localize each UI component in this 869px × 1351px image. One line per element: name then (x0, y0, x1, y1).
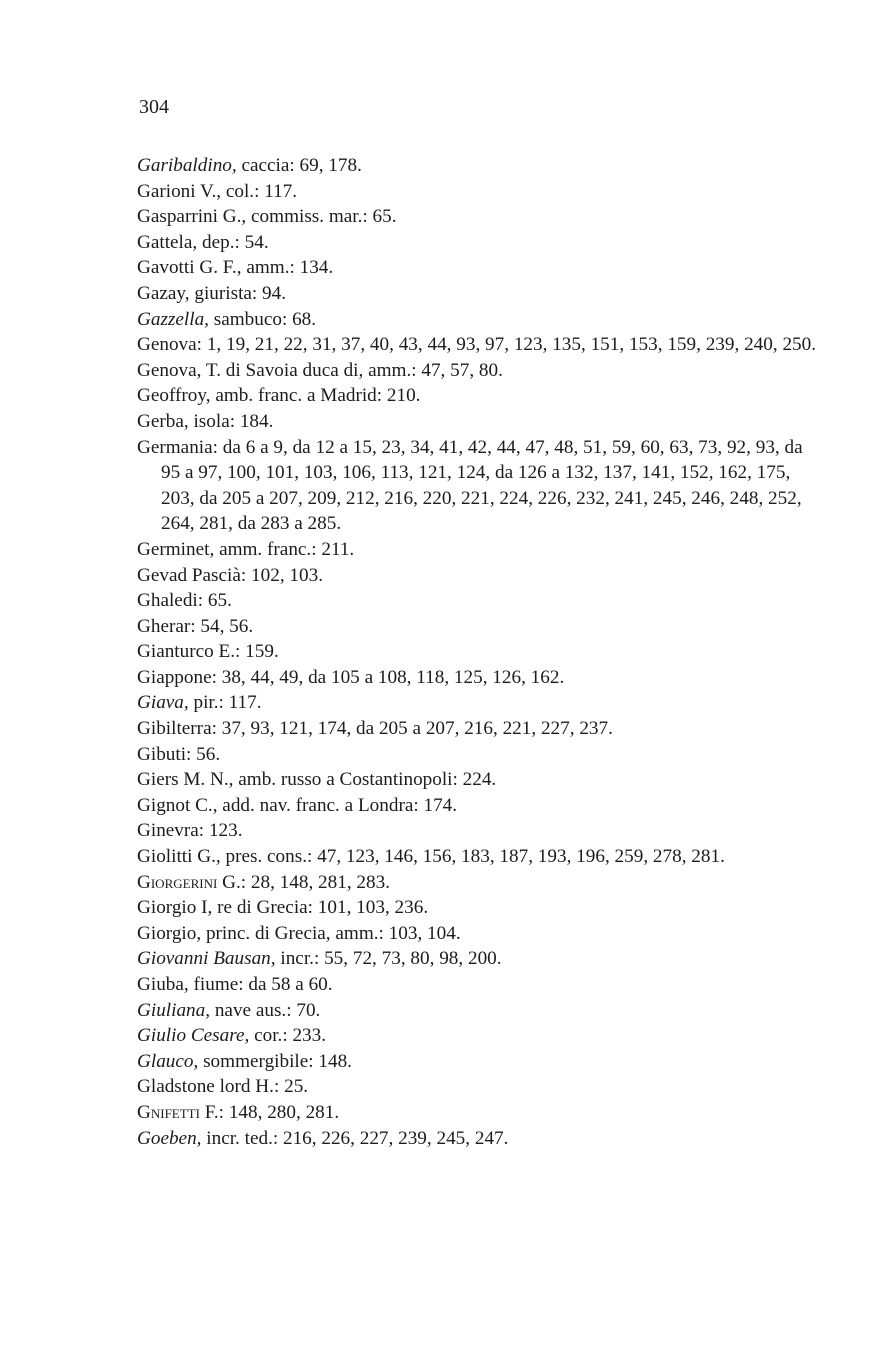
entry-heading: Glauco, (137, 1050, 199, 1072)
entry-references: 123. (204, 820, 243, 842)
entry-references: pir.: 117. (188, 692, 262, 714)
entry-heading: Giovanni Bausan, (137, 948, 276, 970)
entry-references: nave aus.: 70. (210, 999, 321, 1021)
entry-references: pres. cons.: 47, 123, 146, 156, 183, 187, 193, 196, 259, 278, 281. (220, 846, 725, 868)
entry-heading: Garibaldino, (137, 155, 237, 176)
index-entry (137, 844, 817, 870)
index-entry (137, 281, 817, 307)
entry-heading: Gignot C., (137, 794, 218, 816)
index-entry (137, 690, 817, 716)
entry-heading: Geoffroy, (137, 385, 211, 407)
entry-heading: Garioni V., (137, 180, 222, 202)
entry-references: commiss. mar.: 65. (246, 206, 397, 228)
entry-references: 159. (240, 641, 279, 663)
index-entry (137, 153, 817, 179)
entry-heading: Gnifetti F.: (137, 1101, 225, 1123)
entry-heading: Giers M. N., (137, 769, 234, 791)
entry-heading: Gherar: (137, 615, 196, 637)
index-entry (137, 818, 817, 844)
index-entry (137, 358, 817, 384)
entry-references: 28, 148, 281, 283. (246, 871, 390, 893)
entry-heading: Gerba, (137, 410, 189, 432)
index-entry (137, 1074, 817, 1100)
index-entry (137, 537, 817, 563)
entry-references: 38, 44, 49, da 105 a 108, 118, 125, 126, 162. (216, 666, 565, 688)
entry-heading: Giuba, (137, 974, 189, 995)
entry-heading: Goeben, (137, 1127, 202, 1149)
entry-references: 1, 19, 21, 22, 31, 37, 40, 43, 44, 93, 97, 123, 135, 151, 153, 159, 239, 240, 250. (202, 334, 817, 356)
entry-references: 102, 103. (246, 564, 323, 586)
index-entry (137, 767, 817, 793)
index-entry (137, 742, 817, 768)
entry-heading: Germania: (137, 436, 218, 458)
index-entry (137, 665, 817, 691)
index-entry (137, 588, 817, 614)
entry-references: add. nav. franc. a Londra: 174. (217, 794, 458, 816)
entry-references: re di Grecia: 101, 103, 236. (212, 897, 429, 919)
entry-references: amb. russo a Costantinopoli: 224. (233, 769, 497, 791)
entry-references: T. di Savoia duca di, amm.: 47, 57, 80. (201, 359, 503, 381)
page-number: 304 (139, 96, 169, 118)
index-entry (137, 614, 817, 640)
index-list (137, 153, 817, 1151)
index-entry (137, 895, 817, 921)
index-entry (137, 921, 817, 947)
index-entry (137, 1049, 817, 1075)
index-entry (137, 793, 817, 819)
index-entry (137, 1126, 817, 1152)
index-entry (137, 409, 817, 435)
entry-heading: Ginevra: (137, 820, 205, 842)
entry-heading: Germinet, (137, 538, 215, 560)
index-entry (137, 1100, 817, 1126)
entry-references: 56. (191, 743, 221, 765)
entry-references: incr.: 55, 72, 73, 80, 98, 200. (275, 948, 502, 970)
index-entry (137, 1023, 817, 1049)
entry-references: fiume: da 58 a 60. (188, 974, 333, 995)
index-entry (137, 972, 817, 998)
index-entry (137, 204, 817, 230)
index-entry (137, 307, 817, 333)
entry-references: sommergibile: 148. (198, 1050, 352, 1072)
entry-heading: Gattela, (137, 231, 198, 253)
index-entry (137, 383, 817, 409)
entry-references: incr. ted.: 216, 226, 227, 239, 245, 247. (201, 1127, 509, 1149)
entry-references: giurista: 94. (189, 282, 287, 304)
entry-heading: Genova, (137, 359, 202, 381)
entry-heading: Gasparrini G., (137, 206, 247, 228)
index-entry (137, 639, 817, 665)
index-entry (137, 179, 817, 205)
entry-heading: Gazzella, (137, 308, 209, 330)
entry-heading: Gavotti G. F., (137, 257, 242, 279)
index-entry (137, 332, 817, 358)
entry-heading: Ghaledi: (137, 590, 204, 612)
entry-references: 65. (203, 590, 232, 612)
entry-heading: Giorgerini G.: (137, 871, 247, 893)
entry-references: sambuco: 68. (208, 308, 317, 330)
entry-heading: Gevad Pascià: (137, 564, 247, 586)
entry-references: amb. franc. a Madrid: 210. (210, 385, 421, 407)
entry-references: 148, 280, 281. (224, 1101, 340, 1123)
entry-references: 37, 93, 121, 174, da 205 a 207, 216, 221, 227, 237. (216, 718, 613, 740)
entry-heading: Giava, (137, 692, 189, 714)
index-entry (137, 255, 817, 281)
entry-references: 54, 56. (195, 615, 254, 637)
entry-heading: Giulio Cesare, (137, 1025, 250, 1047)
index-entry (137, 435, 817, 537)
entry-heading: Gianturco E.: (137, 641, 241, 663)
entry-references: cor.: 233. (249, 1025, 327, 1047)
entry-heading: Genova: (137, 334, 203, 356)
entry-heading: Giorgio I, (137, 897, 213, 919)
entry-heading: Gazay, (137, 282, 190, 304)
entry-references: isola: 184. (188, 410, 274, 432)
entry-references: col.: 117. (221, 180, 298, 202)
entry-heading: Giorgio, (137, 922, 202, 944)
index-entry (137, 870, 817, 896)
index-entry (137, 563, 817, 589)
entry-heading: Gibilterra: (137, 718, 217, 740)
entry-references: 25. (279, 1076, 309, 1098)
index-entry (137, 946, 817, 972)
entry-references: amm.: 134. (241, 257, 334, 279)
entry-references: princ. di Grecia, amm.: 103, 104. (201, 922, 461, 944)
entry-heading: Giuliana, (137, 999, 211, 1021)
index-entry (137, 716, 817, 742)
entry-references: caccia: 69, 178. (236, 155, 362, 176)
index-entry (137, 998, 817, 1024)
entry-references: da 6 a 9, da 12 a 15, 23, 34, 41, 42, 44, 47, 48, 51, 59, 60, 63, 73, 92, 93, da 95 a 97, 100, 101, 103, 106, 113, 121, 124, da 126 a 132, 137, 141, 152, 162, 175, 203, da 205 a 207, 209, 212, 216, 220, 221, 224, 226, 232, 241, 245, 246, 248, 252, 264, 281, da 283 a 285. (161, 436, 803, 535)
entry-references: amm. franc.: 211. (214, 538, 355, 560)
index-entry (137, 230, 817, 256)
entry-heading: Giolitti G., (137, 846, 221, 868)
entry-heading: Giappone: (137, 666, 217, 688)
entry-references: dep.: 54. (197, 231, 269, 253)
entry-heading: Gladstone lord H.: (137, 1076, 280, 1098)
entry-heading: Gibuti: (137, 743, 192, 765)
